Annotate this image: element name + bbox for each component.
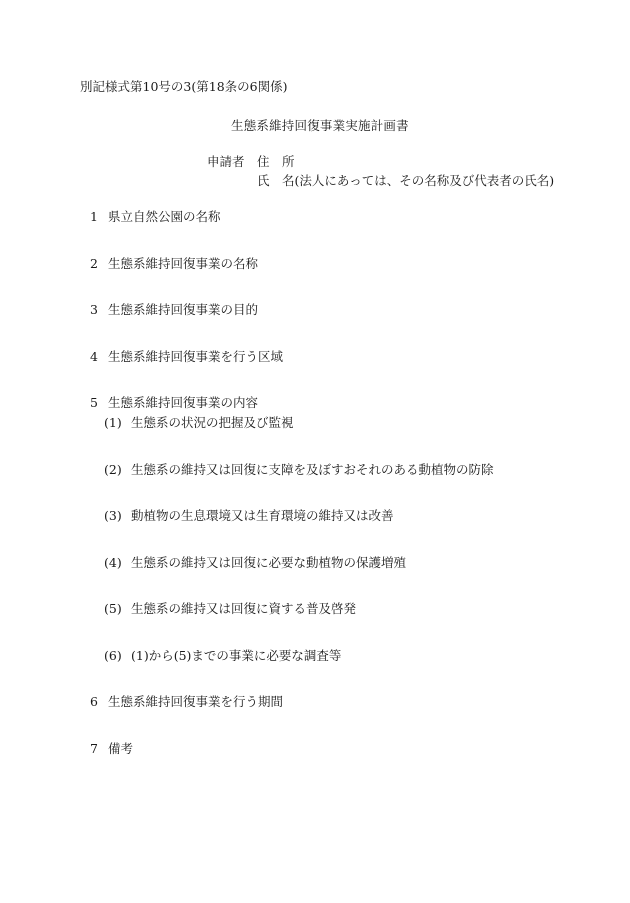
subitem-text: 動植物の生息環境又は生育環境の維持又は改善 [131, 508, 394, 523]
subitem-text: 生態系の維持又は回復に必要な動植物の保護増殖 [131, 555, 407, 570]
subitem-text: 生態系の維持又は回復に資する普及啓発 [131, 601, 357, 616]
subitem-1 [104, 417, 294, 430]
item-text: 生態系維持回復事業の名称 [108, 256, 259, 271]
item-4 [90, 351, 283, 364]
item-text: 生態系維持回復事業を行う区域 [108, 349, 284, 364]
item-6 [90, 696, 283, 709]
subitem-3 [104, 510, 394, 523]
item-1 [90, 211, 221, 224]
form-reference: 別記様式第10号の3(第18条の6関係) [80, 79, 288, 94]
subitem-number: (2) [104, 462, 122, 477]
subitem-number: (5) [104, 601, 122, 616]
item-text: 生態系維持回復事業を行う期間 [108, 694, 284, 709]
subitem-number: (1) [104, 415, 122, 430]
item-number: 4 [90, 349, 98, 364]
item-text: 備考 [108, 741, 134, 756]
item-text: 生態系維持回復事業の目的 [108, 302, 259, 317]
item-5 [90, 397, 258, 410]
applicant-address-label: 住 所 [257, 154, 295, 169]
item-number: 1 [90, 209, 98, 224]
item-number: 3 [90, 302, 98, 317]
subitem-text: 生態系の維持又は回復に支障を及ぼすおそれのある動植物の防除 [131, 462, 494, 477]
applicant-role: 申請者 [207, 154, 245, 169]
subitem-4 [104, 557, 406, 570]
item-2 [90, 258, 258, 271]
item-number: 5 [90, 395, 98, 410]
subitem-text: 生態系の状況の把握及び監視 [131, 415, 294, 430]
subitem-number: (3) [104, 508, 122, 523]
item-7 [90, 743, 133, 756]
document-title: 生態系維持回復事業実施計画書 [231, 118, 409, 133]
applicant-name-label: 氏 名(法人にあっては、その名称及び代表者の氏名) [257, 173, 555, 188]
subitem-5 [104, 603, 356, 616]
subitem-number: (4) [104, 555, 122, 570]
item-number: 6 [90, 694, 98, 709]
subitem-2 [104, 464, 494, 477]
subitem-6 [104, 650, 341, 663]
subitem-number: (6) [104, 648, 122, 663]
item-3 [90, 304, 258, 317]
item-text: 生態系維持回復事業の内容 [108, 395, 259, 410]
item-text: 県立自然公園の名称 [108, 209, 221, 224]
item-number: 7 [90, 741, 98, 756]
item-number: 2 [90, 256, 98, 271]
subitem-text: (1)から(5)までの事業に必要な調査等 [131, 648, 342, 663]
